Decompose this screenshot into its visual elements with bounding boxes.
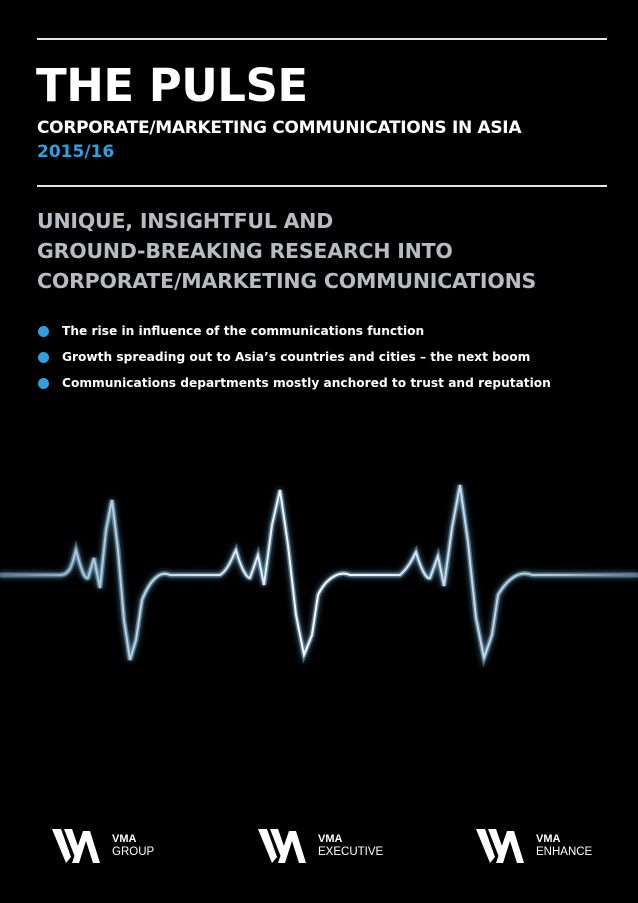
pulse-line-glow [0,485,638,660]
logo-brand: VMA [536,833,561,845]
edition-year: 2015/16 [37,142,115,162]
headline-line: UNIQUE, INSIGHTFUL AND [37,209,334,233]
heartbeat-pulse-graphic [0,470,638,690]
bullet-dot-icon [38,378,49,389]
page-subtitle: CORPORATE/MARKETING COMMUNICATIONS IN ASIA [37,118,522,138]
logo-name: ENHANCE [536,846,593,858]
bullet-dot-icon [38,352,49,363]
logo-brand: VMA [112,833,137,845]
page-title: THE PULSE [36,59,308,112]
vma-enhance-logo [476,826,592,866]
headline-line: CORPORATE/MARKETING COMMUNICATIONS [37,269,537,293]
vma-mark-icon [52,827,102,865]
headline-line: GROUND-BREAKING RESEARCH INTO [37,239,453,263]
bullet-text: The rise in influence of the communications function [62,324,425,338]
bullet-text: Communications departments mostly anchored to trust and reputation [62,376,551,390]
middle-divider [37,185,607,187]
bullet-item [38,370,628,396]
bullet-item [38,318,628,344]
top-divider [37,38,607,40]
bullet-dot-icon [38,326,49,337]
logo-name: EXECUTIVE [318,846,384,858]
logo-name: GROUP [112,846,155,858]
vma-group-logo [52,826,154,866]
bullet-text: Growth spreading out to Asia’s countries and cities – the next boom [62,350,531,364]
bullet-list [38,318,628,396]
headline [37,206,617,296]
logo-brand: VMA [318,833,343,845]
vma-mark-icon [476,827,526,865]
vma-executive-logo [258,826,383,866]
vma-mark-icon [258,827,308,865]
bullet-item [38,344,628,370]
